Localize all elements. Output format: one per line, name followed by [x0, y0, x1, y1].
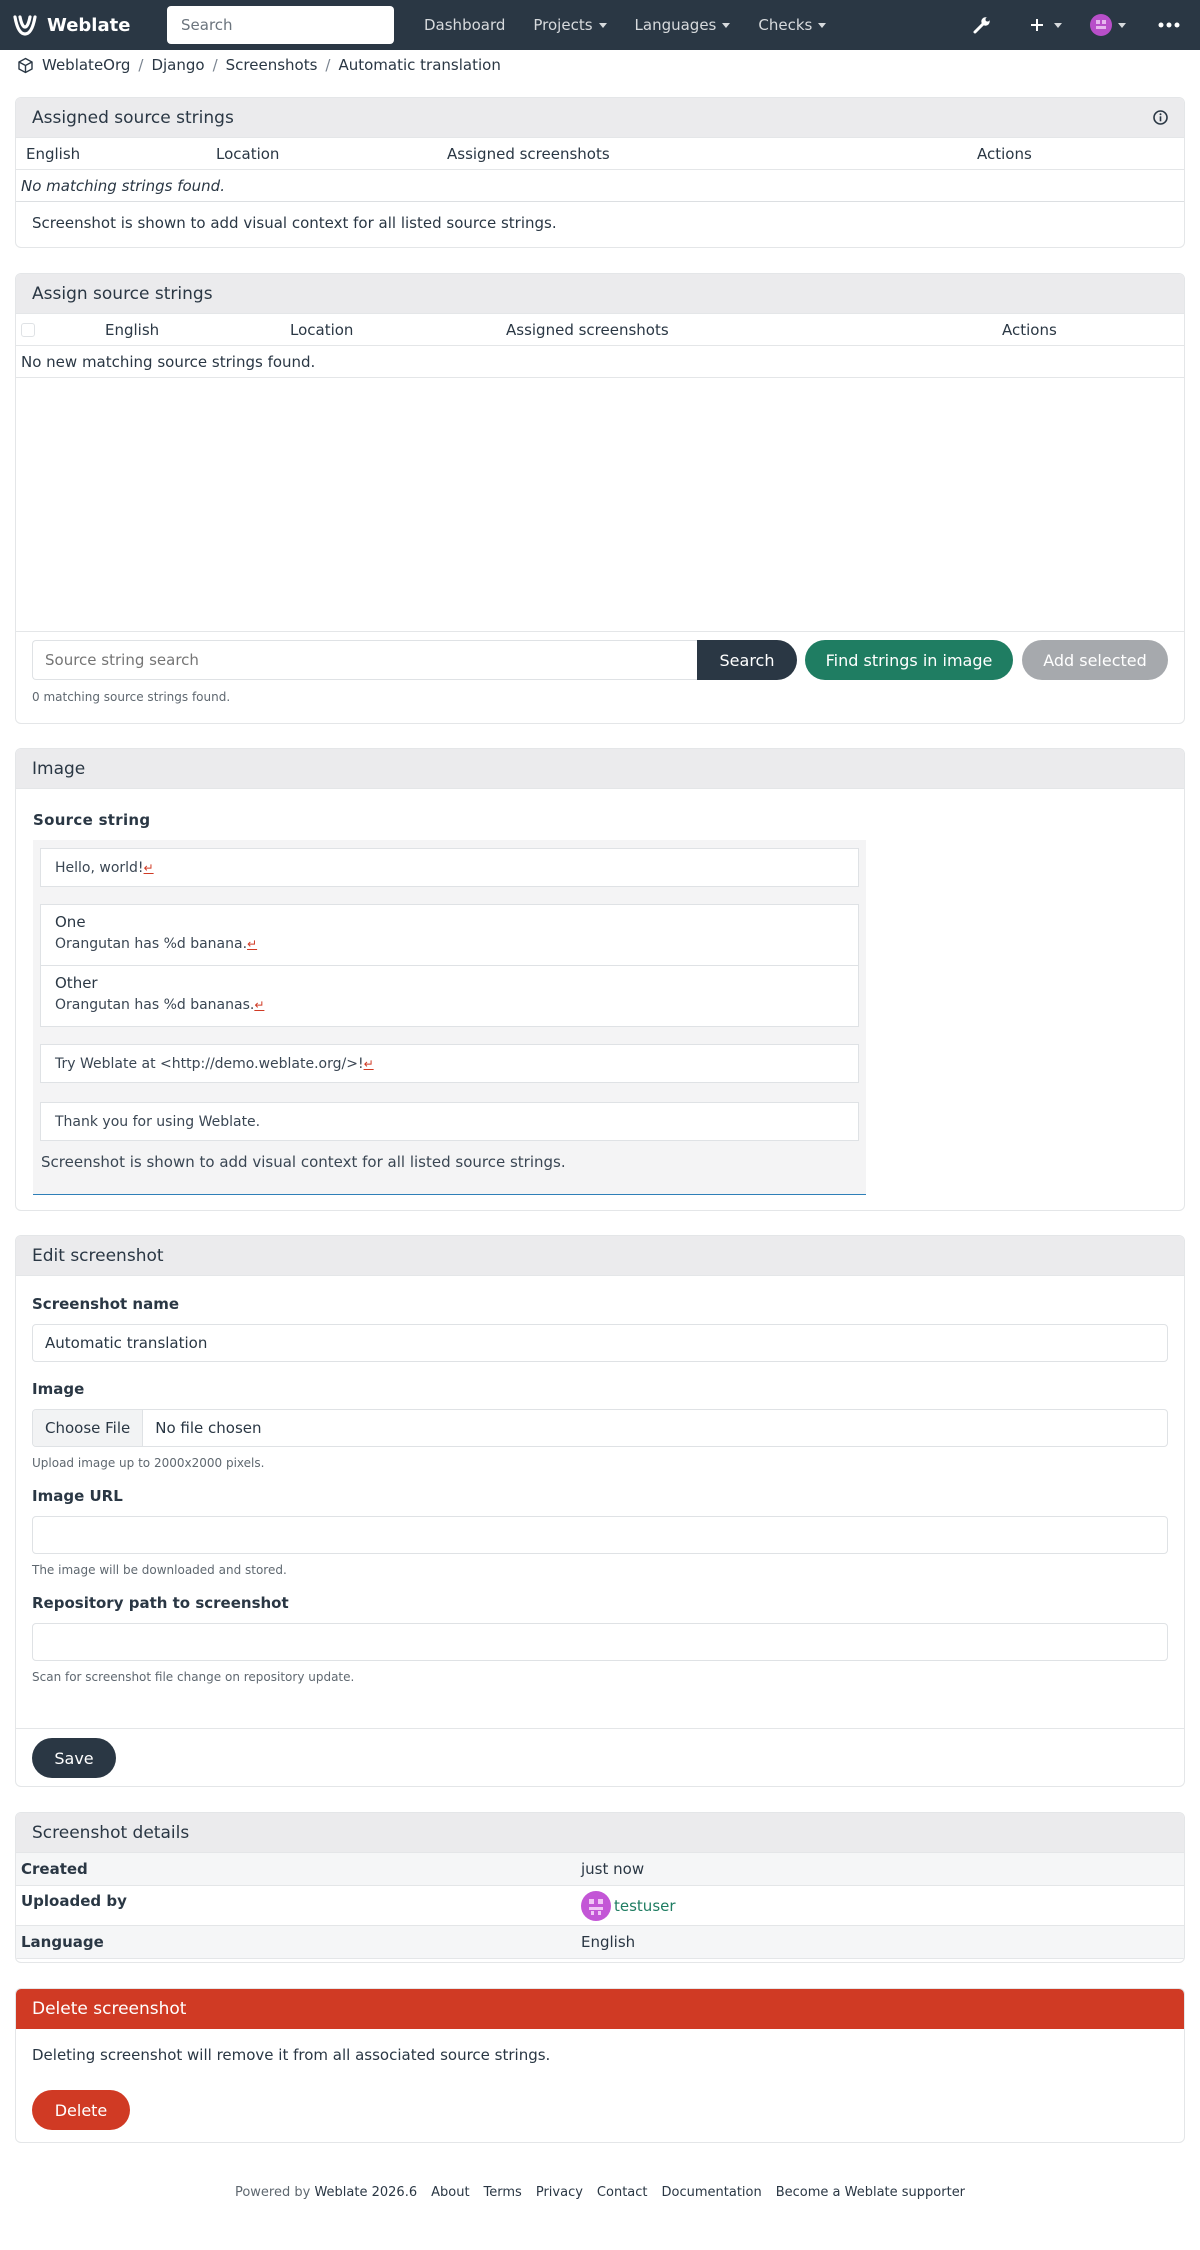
breadcrumb-separator: / [325, 56, 331, 74]
assigned-strings-header [16, 98, 1184, 138]
plural-form-other [41, 966, 858, 1013]
breadcrumb-screenshots[interactable]: Screenshots [225, 56, 318, 74]
assigned-table-header [16, 138, 1184, 170]
column-english: English [105, 320, 160, 339]
more-menu-button[interactable] [1140, 0, 1200, 50]
details-row-language [16, 1926, 1184, 1959]
source-string-item [40, 1044, 859, 1083]
source-string-text: Thank you for using Weblate. [55, 1113, 261, 1130]
chevron-down-icon [1118, 23, 1126, 28]
footer-terms-link[interactable]: Terms [483, 2185, 522, 2200]
screenshot-name-input[interactable] [32, 1324, 1168, 1362]
assign-table-header [16, 314, 1184, 346]
plural-form-one [41, 905, 858, 966]
screenshot-details-header [16, 1813, 1184, 1853]
footer [0, 2185, 1200, 2200]
screenshot-image [33, 840, 866, 1195]
search-button[interactable]: Search [697, 640, 797, 680]
repository-path-help: Scan for screenshot file change on repository update. [32, 1670, 355, 1684]
top-navbar [0, 0, 1200, 50]
plural-label-one: One [55, 913, 86, 931]
breadcrumb-separator: / [138, 56, 144, 74]
details-row-uploaded-by [16, 1886, 1184, 1926]
nav-dashboard-label: Dashboard [424, 16, 506, 34]
breadcrumb-separator: / [212, 56, 218, 74]
info-icon[interactable] [1153, 110, 1168, 125]
image-file-input[interactable] [32, 1409, 1168, 1447]
footer-documentation-link[interactable]: Documentation [661, 2185, 762, 2200]
nav-checks[interactable] [744, 0, 840, 50]
source-string-search-input[interactable] [32, 640, 697, 680]
screenshot-details-title: Screenshot details [32, 1822, 190, 1843]
chevron-down-icon [599, 23, 607, 28]
plural-text-one: Orangutan has %d banana. [55, 936, 248, 952]
source-string-item [40, 848, 859, 887]
assigned-note: Screenshot is shown to add visual context for all listed source strings. [32, 214, 557, 232]
repository-path-input[interactable] [32, 1623, 1168, 1661]
uploaded-by-user[interactable] [581, 1891, 676, 1921]
created-label: Created [21, 1860, 88, 1878]
source-string-text: Try Weblate at <http://demo.weblate.org/>! [55, 1055, 364, 1072]
brand[interactable] [12, 14, 147, 36]
delete-screenshot-title: Delete screenshot [32, 1998, 187, 2019]
column-assigned-screenshots: Assigned screenshots [447, 144, 610, 163]
footer-powered-prefix: Powered by [234, 2185, 311, 2200]
nav-projects[interactable] [519, 0, 620, 50]
footer-contact-link[interactable]: Contact [596, 2185, 648, 2200]
chevron-down-icon [1054, 23, 1062, 28]
nav-dashboard[interactable] [410, 0, 519, 50]
column-english: English [26, 144, 81, 163]
footer-weblate-version-link[interactable]: Weblate 2026.6 [314, 2185, 418, 2200]
edit-screenshot-title: Edit screenshot [32, 1245, 164, 1266]
plural-source-string-item [40, 904, 859, 1027]
delete-button[interactable]: Delete [32, 2090, 130, 2130]
nav-languages[interactable] [621, 0, 745, 50]
file-status: No file chosen [155, 1419, 262, 1437]
delete-screenshot-card [15, 1988, 1185, 2143]
more-horizontal-icon [1158, 22, 1180, 28]
footer-privacy-link[interactable]: Privacy [535, 2185, 583, 2200]
assign-strings-card [15, 273, 1185, 724]
uploaded-by-label: Uploaded by [21, 1892, 127, 1910]
add-selected-button[interactable]: Add selected [1022, 640, 1168, 680]
image-card [15, 748, 1185, 1211]
assign-list-area [16, 378, 1184, 632]
column-actions: Actions [977, 144, 1032, 163]
image-title: Image [32, 758, 86, 779]
breadcrumb-component[interactable]: Django [151, 56, 205, 74]
image-url-label: Image URL [32, 1487, 123, 1505]
footer-supporter-link[interactable]: Become a Weblate supporter [775, 2185, 966, 2200]
edit-screenshot-header [16, 1236, 1184, 1276]
source-string-item [40, 1102, 859, 1141]
image-header [16, 749, 1184, 789]
add-menu-button[interactable] [1016, 0, 1076, 50]
language-value: English [581, 1933, 636, 1951]
brand-name: Weblate [47, 14, 131, 36]
weblate-logo-icon [12, 14, 38, 36]
nav-checks-label: Checks [758, 16, 813, 34]
nav-projects-label: Projects [533, 16, 593, 34]
source-string-text: Hello, world! [55, 859, 144, 876]
assigned-empty-row: No matching strings found. [16, 170, 1184, 202]
language-label: Language [21, 1933, 104, 1951]
assigned-strings-card [15, 97, 1185, 248]
details-row-created [16, 1853, 1184, 1886]
delete-screenshot-header [16, 1989, 1184, 2029]
delete-warning-text: Deleting screenshot will remove it from all associated source strings. [32, 2046, 551, 2064]
uploaded-by-username[interactable]: testuser [614, 1896, 676, 1915]
breadcrumb-current[interactable]: Automatic translation [338, 56, 501, 74]
newline-icon: ↵ [363, 1056, 374, 1071]
chevron-down-icon [818, 23, 826, 28]
screenshot-details-card [15, 1812, 1185, 1963]
repository-path-label: Repository path to screenshot [32, 1594, 289, 1612]
footer-about-link[interactable]: About [431, 2185, 470, 2200]
image-url-help: The image will be downloaded and stored. [32, 1563, 287, 1577]
column-location: Location [290, 320, 354, 339]
choose-file-button[interactable]: Choose File [33, 1410, 143, 1446]
breadcrumb-project[interactable]: WeblateOrg [42, 56, 131, 74]
plural-label-other: Other [55, 974, 98, 992]
newline-icon: ↵ [143, 860, 154, 875]
select-all-checkbox[interactable] [21, 323, 35, 337]
chevron-down-icon [722, 23, 730, 28]
wrench-icon [972, 15, 992, 35]
nav-languages-label: Languages [634, 16, 717, 34]
user-menu-button[interactable] [1076, 0, 1140, 50]
project-cube-icon [17, 57, 34, 74]
site-search-input[interactable] [167, 6, 394, 44]
column-actions: Actions [1002, 320, 1057, 339]
save-button[interactable]: Save [32, 1738, 116, 1778]
image-note: Screenshot is shown to add visual context for all listed source strings. [41, 1153, 566, 1171]
column-location: Location [216, 144, 280, 163]
assign-search-form [16, 632, 1184, 680]
avatar-icon [1090, 14, 1112, 36]
tools-button[interactable] [958, 0, 1006, 50]
assign-strings-header [16, 274, 1184, 314]
created-value: just now [581, 1860, 645, 1878]
user-avatar-icon [581, 1891, 611, 1921]
plus-icon [1030, 18, 1044, 32]
assign-empty-row: No new matching source strings found. [16, 346, 1184, 378]
find-strings-in-image-button[interactable]: Find strings in image [805, 640, 1013, 680]
footer-powered-by [235, 2185, 417, 2200]
newline-icon: ↵ [247, 937, 258, 951]
breadcrumb [17, 56, 501, 74]
image-field-label: Image [32, 1380, 85, 1398]
plural-text-other: Orangutan has %d bananas. [55, 997, 255, 1013]
image-help: Upload image up to 2000x2000 pixels. [32, 1456, 265, 1470]
assigned-strings-title: Assigned source strings [32, 107, 234, 128]
newline-icon: ↵ [254, 998, 265, 1012]
source-string-heading: Source string [33, 811, 151, 829]
matching-count: 0 matching source strings found. [32, 690, 231, 704]
assign-strings-title: Assign source strings [32, 283, 213, 304]
edit-screenshot-card [15, 1235, 1185, 1787]
screenshot-name-label: Screenshot name [32, 1295, 180, 1313]
column-assigned-screenshots: Assigned screenshots [506, 320, 669, 339]
image-url-input[interactable] [32, 1516, 1168, 1554]
